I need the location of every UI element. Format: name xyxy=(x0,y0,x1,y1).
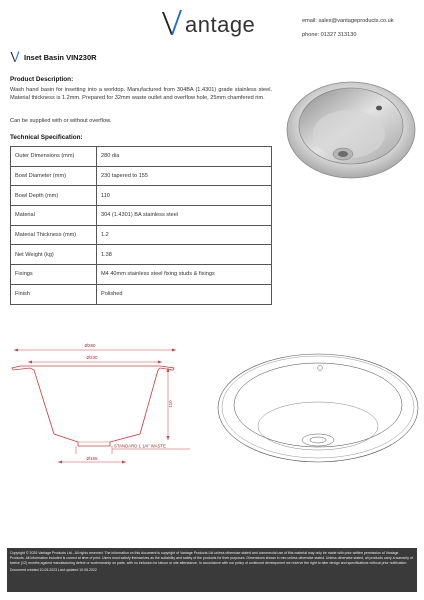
spec-label: Net Weight (kg) xyxy=(11,245,97,265)
spec-value: 230 tapered to 155 xyxy=(97,166,272,186)
spec-row xyxy=(11,284,272,304)
product-photo xyxy=(283,76,419,184)
page-header xyxy=(0,0,424,48)
spec-row xyxy=(11,166,272,186)
waste-label: STANDARD 1 1/4" WASTE xyxy=(114,443,166,449)
email-line: email: sales@vantageproducts.co.uk xyxy=(302,18,394,24)
copyright-text: Copyright © 2025 Vantage Products Ltd - All rights reserved. The information on this document is copyright of Vantage Products Ltd unless otherwise stated and commercial use of this material may only be made with prior written permission of Vantage Products. All information included is correct at time of print. Users must satisfy themselves as the suitability and safety of the products for their purposes. Dimensions shown in mm unless otherwise stated. Unless otherwise stated, all products carry a warranty of twelve (12) months against manufacturing defect or workmanship on parts, with no inclusion for labour or site attendance. In accordance with our policy of continued development we reserve the right to alter design and specifications without prior notification. xyxy=(10,551,413,565)
spec-row xyxy=(11,245,272,265)
description-heading: Product Description: xyxy=(10,76,74,83)
spec-row xyxy=(11,206,272,226)
spec-label: Bowl Diameter (mm) xyxy=(11,166,97,186)
document-dates: Document created 10.05.2023 Last updated 10.06.2022 xyxy=(10,568,97,572)
spec-value: 304 (1.4301) BA stainless steel xyxy=(97,206,272,226)
plan-drawing xyxy=(216,352,420,464)
product-title: Inset Basin VIN230R xyxy=(24,52,97,62)
spec-label: Outer Dimensions (mm) xyxy=(11,147,97,167)
spec-label: Material xyxy=(11,206,97,226)
vantage-v-small-icon xyxy=(10,51,20,63)
section-drawing xyxy=(8,338,210,468)
spec-label: Fixings xyxy=(11,265,97,285)
vantage-logo xyxy=(160,8,255,38)
spec-value: 1.2 xyxy=(97,225,272,245)
description-extra: Can be supplied with or without overflow. xyxy=(10,118,112,124)
spec-value: 110 xyxy=(97,186,272,206)
spec-value: 280 dia xyxy=(97,147,272,167)
product-title-row xyxy=(10,51,97,63)
vantage-v-logo-icon xyxy=(160,8,184,38)
contact-details xyxy=(302,14,394,42)
outer-dimension-label: Ø280 xyxy=(84,343,96,348)
spec-row xyxy=(11,225,272,245)
description-text: Wash hand basin for insetting into a worktop. Manufactured from 304BA (1.4301) grade stainless steel. Material thickness is 1.2mm. Prepared for 32mm waste outlet and overflow hole, 25mm chamfered rim. xyxy=(10,87,272,102)
spec-value: M4 40mm stainless steel fixing studs & fixings xyxy=(97,265,272,285)
spec-value: Polished xyxy=(97,284,272,304)
spec-row xyxy=(11,265,272,285)
specification-table xyxy=(10,146,272,305)
page-footer xyxy=(7,548,417,592)
spec-label: Material Thickness (mm) xyxy=(11,225,97,245)
brand-name: antage xyxy=(185,12,256,37)
spec-value: 1.38 xyxy=(97,245,272,265)
base-dimension-label: Ø155 xyxy=(86,456,98,461)
spec-label: Bowl Depth (mm) xyxy=(11,186,97,206)
spec-row xyxy=(11,186,272,206)
bowl-dimension-label: Ø230 xyxy=(86,355,98,360)
depth-dimension-label: 110 xyxy=(168,400,173,408)
specification-heading: Technical Specification: xyxy=(10,134,83,141)
spec-label: Finish xyxy=(11,284,97,304)
spec-row xyxy=(11,147,272,167)
phone-line: phone: 01327 313130 xyxy=(302,32,357,38)
